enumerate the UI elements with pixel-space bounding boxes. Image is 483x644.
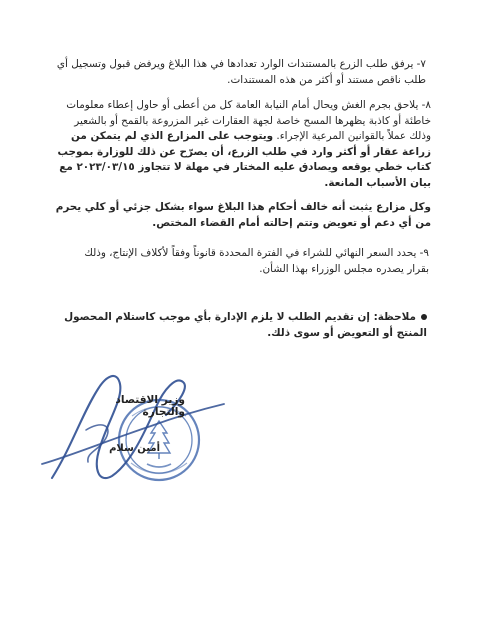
signatory-name: أمين سلام (109, 443, 160, 454)
clause-8-text (52, 98, 431, 191)
clause-8-penalty-text: وكل مزارع يثبت أنه خالف أحكام هذا البلاغ سواء بشكل جزئي أو كلي يحرم من أي دعم أو تعويض وتتم إحالته أمام القضاء المختص. (55, 201, 431, 229)
note-content: ملاحظة: إن تقديم الطلب لا يلزم الإدارة بأي موجب كاستلام المحصول المنتج أو التعويض أو سوى ذلك. (64, 311, 427, 339)
clause-8-normal-text: ٨- يلاحق بجرم الغش ويحال أمام النيابة العامة كل من أعطى أو حاول إعطاء معلومات خاطئة أو كاذبة يظهرها المسح خاصة لجهة العقارات غير المزروعة بالقمح أو بالشعير وذلك عملاً بالقوانين المرعية الإجراء. (66, 99, 431, 142)
note-text (60, 310, 427, 341)
clause-8-bold-text: ويتوجب على المزارع الذي لم يتمكن من زراعة عقار أو أكثر وارد في طلب الزرع، أن يصرّح عن ذلك للوزارة بموجب كتاب خطي يوقعه ويصادق عليه المختار في مهلة لا تتجاوز ٢٠٢٣/٠٣/١٥ مع بيان الأسباب المانعة. (57, 130, 431, 189)
clause-7-text: ٧- يرفق طلب الزرع بالمستندات الوارد تعدادها في هذا البلاغ ويرفض قبول وتسجيل أي طلب ناقص مستند أو أكثر من هذه المستندات. (56, 58, 426, 86)
signatory-title: وزير الاقتصاد والتجارة (115, 394, 185, 418)
handwritten-signature-icon (28, 352, 238, 502)
bullet-icon (421, 314, 427, 320)
signature-block (28, 352, 238, 502)
clause-9-text: ٩- يحدد السعر النهائي للشراء في الفترة المحددة قانوناً وفقاً لأكلاف الإنتاج، وذلك بقرار يصدره مجلس الوزراء بهذا الشأن. (84, 247, 429, 275)
